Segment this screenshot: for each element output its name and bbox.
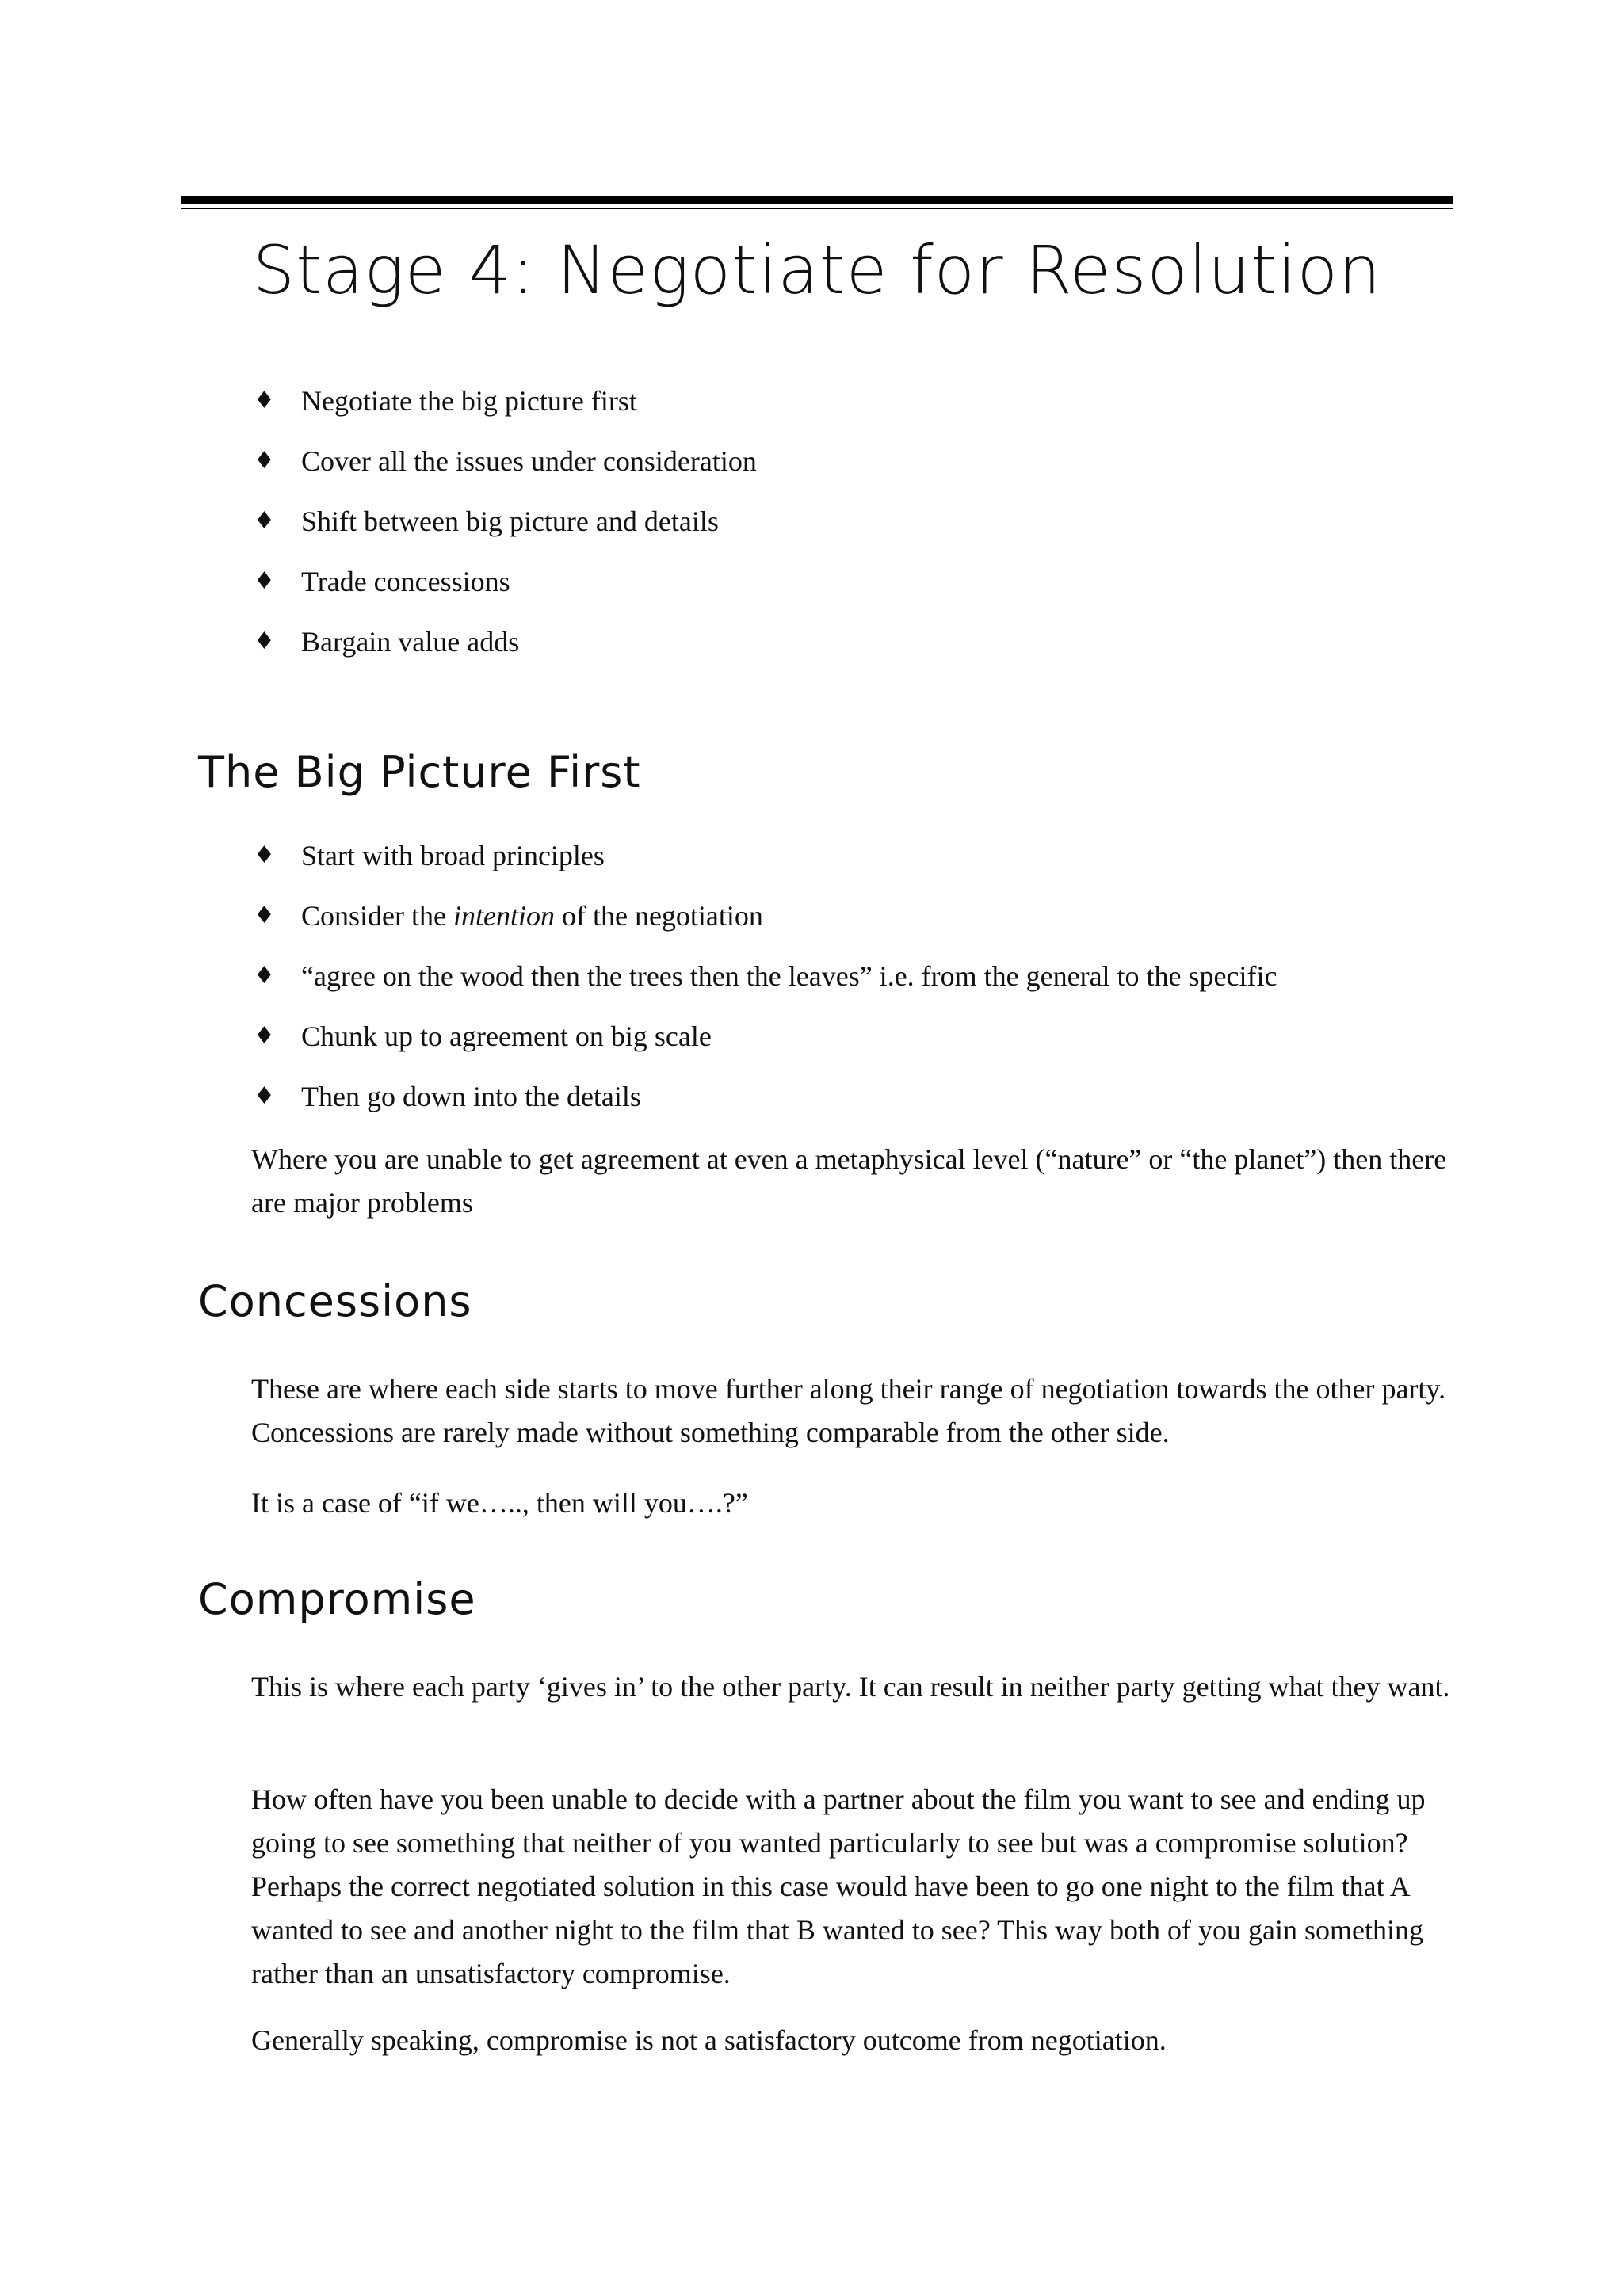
list-item bbox=[254, 383, 757, 444]
page-title: Stage 4: Negotiate for Resolution bbox=[252, 231, 1382, 309]
compromise-paragraph-3: Generally speaking, compromise is not a satisfactory outcome from negotiation. bbox=[251, 2024, 1167, 2056]
diamond-bullet-icon: ♦ bbox=[254, 447, 275, 475]
section-heading-compromise: Compromise bbox=[198, 1574, 476, 1624]
compromise-paragraph-2: How often have you been unable to decide with a partner about the film you want to see and ending up going to see something that neither of you wanted particularly to see but was a compromise solution? Perhaps the correct negotiated solution in this case would have been to go one night to the film that A wanted to see and another night to the film that B wanted to see? This way both of you gain something rather than an unsatisfactory compromise. bbox=[251, 1783, 1426, 1989]
concessions-paragraph-1: These are where each side starts to move further along their range of negotiation towards the other party. Concessions are rarely made without something comparable from the other side. bbox=[251, 1373, 1446, 1448]
diamond-bullet-icon: ♦ bbox=[254, 627, 275, 655]
list-item-text: Cover all the issues under consideration bbox=[301, 445, 757, 477]
list-item bbox=[254, 504, 757, 564]
text-run: Consider the bbox=[301, 900, 453, 932]
diamond-bullet-icon: ♦ bbox=[254, 962, 275, 990]
list-item bbox=[254, 1079, 1277, 1139]
concessions-paragraph-2: It is a case of “if we….., then will you….?” bbox=[251, 1487, 748, 1519]
list-item-text bbox=[301, 900, 763, 932]
header-rule-thin bbox=[181, 208, 1453, 209]
list-item bbox=[254, 959, 1277, 1019]
diamond-bullet-icon: ♦ bbox=[254, 507, 275, 535]
list-item bbox=[254, 444, 757, 504]
list-item-text: Start with broad principles bbox=[301, 840, 605, 871]
list-item bbox=[254, 624, 757, 685]
emphasis-intention: intention bbox=[453, 900, 555, 932]
section-heading-concessions: Concessions bbox=[198, 1276, 472, 1326]
diamond-bullet-icon: ♦ bbox=[254, 387, 275, 414]
intro-bullet-list bbox=[254, 383, 757, 685]
list-item-text: Bargain value adds bbox=[301, 626, 520, 658]
list-item-text: Shift between big picture and details bbox=[301, 505, 719, 537]
list-item bbox=[254, 564, 757, 624]
list-item bbox=[254, 1019, 1277, 1079]
list-item-text: “agree on the wood then the trees then the leaves” i.e. from the general to the specific bbox=[301, 960, 1277, 992]
diamond-bullet-icon: ♦ bbox=[254, 841, 275, 869]
section-heading-big-picture: The Big Picture First bbox=[198, 747, 641, 797]
diamond-bullet-icon: ♦ bbox=[254, 1022, 275, 1050]
big-picture-bullet-list bbox=[254, 838, 1277, 1139]
list-item-text: Trade concessions bbox=[301, 566, 510, 597]
diamond-bullet-icon: ♦ bbox=[254, 902, 275, 929]
list-item bbox=[254, 898, 1277, 959]
list-item bbox=[254, 838, 1277, 898]
list-item-text: Chunk up to agreement on big scale bbox=[301, 1020, 712, 1052]
diamond-bullet-icon: ♦ bbox=[254, 567, 275, 595]
text-run: of the negotiation bbox=[554, 900, 763, 932]
compromise-paragraph-1: This is where each party ‘gives in’ to the other party. It can result in neither party getting what they want. bbox=[251, 1671, 1450, 1703]
list-item-text: Negotiate the big picture first bbox=[301, 385, 637, 417]
list-item-text: Then go down into the details bbox=[301, 1081, 641, 1112]
big-picture-paragraph: Where you are unable to get agreement at even a metaphysical level (“nature” or “the planet”) then there are major problems bbox=[251, 1143, 1447, 1219]
diamond-bullet-icon: ♦ bbox=[254, 1082, 275, 1110]
header-rule-thick bbox=[181, 196, 1453, 204]
